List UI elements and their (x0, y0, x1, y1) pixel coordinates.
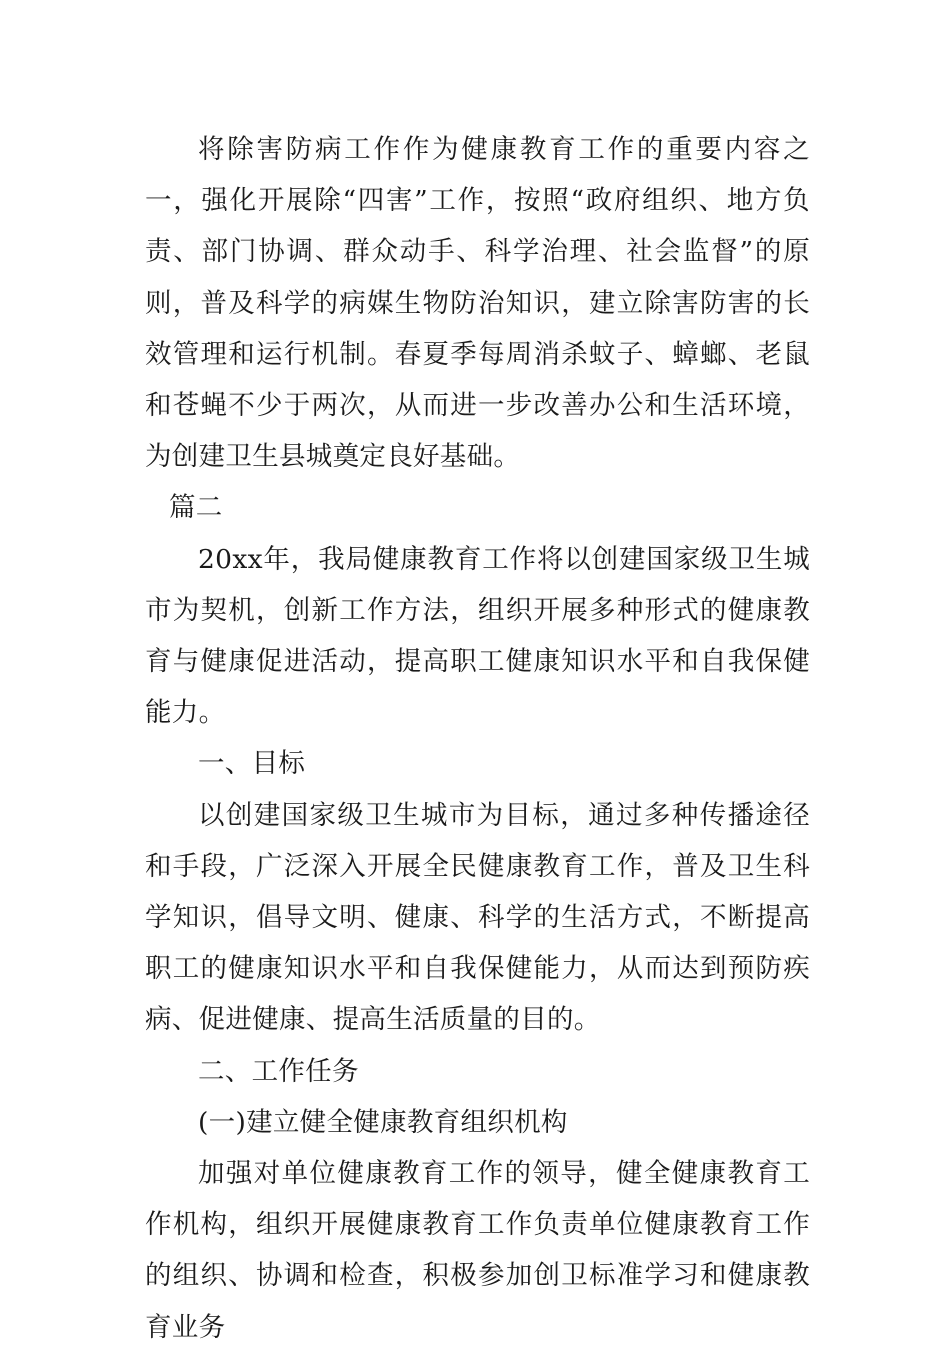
heading-work-tasks: 二、工作任务 (198, 1055, 359, 1087)
paragraph-pest-control: 将除害防病工作作为健康教育工作的重要内容之一，强化开展除“四害”工作，按照“政府组织、地方负责、部门协调、群众动手、科学治理、社会监督”的原则，普及科学的病媒生物防治知识，建立除害防害的长效管理和运行机制。春夏季每周消杀蚊子、蟑螂、老鼠和苍蝇不少于两次，从而进一步改善办公和生活环境，为创建卫生县城奠定良好基础。 (145, 134, 810, 473)
paragraph-organization: 加强对单位健康教育工作的领导，健全健康教育工作机构，组织开展健康教育工作负责单位健康教育工作的组织、协调和检查，积极参加创卫标准学习和健康教育业务 (145, 1158, 810, 1343)
document-body (145, 124, 810, 1353)
section-heading-part-two: 篇二 (169, 492, 223, 524)
paragraph-intro-2015: 20xx年，我局健康教育工作将以创建国家级卫生城市为契机，创新工作方法，组织开展多种形式的健康教育与健康促进活动，提高职工健康知识水平和自我保健能力。 (145, 543, 810, 729)
heading-goals: 一、目标 (198, 748, 306, 780)
paragraph-goals: 以创建国家级卫生城市为目标，通过多种传播途径和手段，广泛深入开展全民健康教育工作，普及卫生科学知识，倡导文明、健康、科学的生活方式，不断提高职工的健康知识水平和自我保健能力，从而达到预防疾病、促进健康、提高生活质量的目的。 (145, 799, 810, 1036)
subheading-organization: (一)建立健全健康教育组织机构 (198, 1106, 568, 1138)
